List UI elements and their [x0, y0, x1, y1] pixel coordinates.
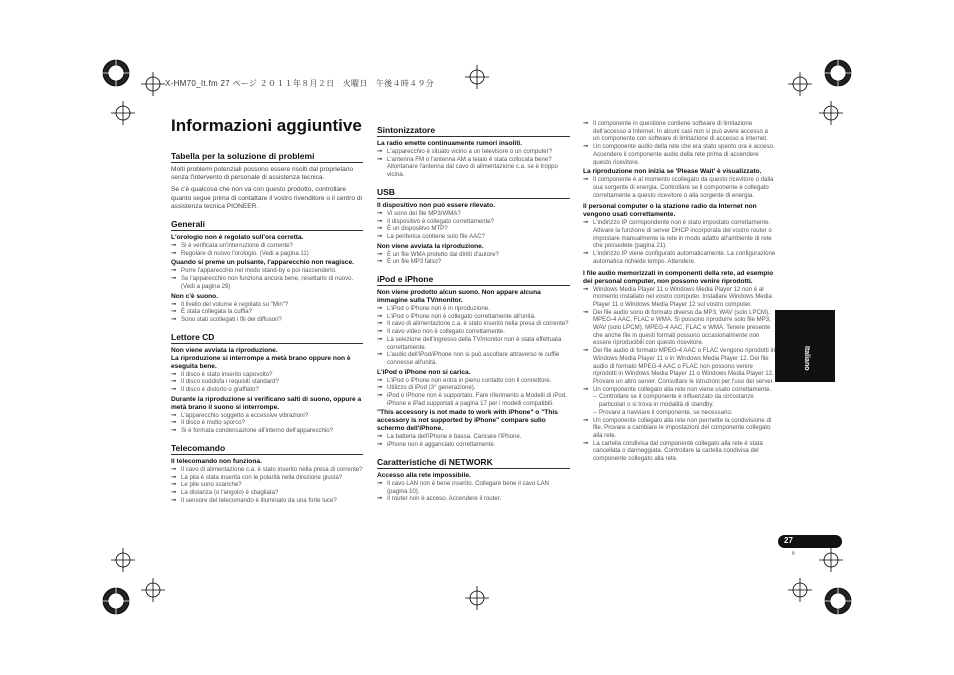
arrow-icon: ➞ — [171, 386, 177, 394]
list-item-text: Il componente è al momento scollegato da questo ricevitore o dalla sua sorgente di energia. Controllare se il componente è collegato correttamente a questo ricevitore o alla sorgente di energia. — [593, 176, 774, 199]
arrow-icon: ➞ — [171, 378, 177, 386]
column-1 — [171, 151, 363, 504]
list-item — [377, 328, 570, 336]
list-item — [171, 474, 363, 482]
list-item-text: Un componente collegato alla rete non permette la condivisione di file. Provare a cambiare le impostazioni del componente collegato alla rete. — [593, 416, 772, 439]
arrow-icon: ➞ — [171, 419, 177, 427]
list-item-text: Il sensore del telecomando è illuminato da una forte luce? — [181, 496, 337, 504]
list-item — [171, 267, 363, 275]
list-item-text: È stata collegata la cuffia? — [181, 308, 253, 316]
problem-heading: Il telecomando non funziona. — [171, 457, 262, 465]
arrow-icon: ➞ — [377, 209, 383, 217]
list-item — [377, 384, 570, 392]
list-item-text: L'iPod o iPhone non entra in pieno contatto con il connettore. — [387, 376, 552, 384]
list-item-text: Il disco è stato inserito capovolto? — [181, 370, 273, 378]
list-item-text: Il disco è distorto o graffiato? — [181, 386, 259, 394]
problem-heading: L'iPod o iPhone non si carica. — [377, 368, 471, 376]
list-item-text: Un componente audio della rete che era stato spento ora è acceso. Accendere il componente audio della rete prima di accendere questo ricevitore. — [593, 143, 775, 166]
arrow-icon: ➞ — [171, 300, 177, 308]
section-ipod-iphone: iPod e iPhone — [377, 274, 570, 286]
list-item-text: Il cavo di alimentazione c.a. è stato inserito nella presa di corrente? — [387, 320, 569, 328]
list-item — [171, 386, 363, 394]
arrow-icon: ➞ — [377, 250, 383, 258]
arrow-icon: ➞ — [583, 176, 589, 184]
list-item — [171, 378, 363, 386]
list-item-text: Sono stati scollegati i fili dei diffusori? — [181, 315, 282, 323]
list-item-text: La cartella condivisa dal componente collegato alla rete è stata cancellata o danneggiata. Controllare la cartella condivisa del componente collegato alla rete. — [593, 439, 763, 463]
list-item-text: L'apparecchio è situato vicino a un televisore o un computer? — [387, 148, 553, 155]
arrow-icon: ➞ — [171, 411, 177, 419]
section-network: Caratteristiche di NETWORK — [377, 457, 570, 469]
list-item-text: L'indirizzo IP viene configurato automaticamente. La configurazione automatica richiede tempo. Attendere. — [593, 250, 776, 265]
list-item-text: Il router non è acceso. Accendere il router. — [387, 495, 502, 503]
arrow-icon: ➞ — [377, 335, 383, 343]
list-item-text: Il cavo di alimentazione c.a. è stato inserito nella presa di corrente? — [181, 465, 363, 473]
arrow-icon: ➞ — [171, 481, 177, 489]
arrow-icon: ➞ — [377, 328, 383, 336]
list-item — [171, 275, 363, 290]
list-item-text: Il dispositivo è collegato correttamente? — [387, 217, 495, 225]
arrow-icon: ➞ — [377, 433, 383, 441]
list-item — [377, 210, 570, 218]
list-item — [583, 309, 776, 348]
column-2 — [377, 125, 570, 503]
list-item-text: Dei file audio sono di formato diverso da MP3, WAV (solo LPCM), MPEG-4 AAC, FLAC e WMA. Si possono riprodurre solo file MP3, WAV (solo LPCM), MPEG-4 AAC, FLAC e WMA. Tenere presente che anche file in questi formati possono occasionalmente non essere riproducibili con questo ricevitore. — [593, 308, 771, 347]
problem-heading: Non viene prodotto alcun suono. Non appare alcuna immagine sulla TV/monitor. — [377, 289, 541, 305]
problem-heading: La radio emette continuamente rumori insoliti. — [377, 140, 523, 147]
dash-list-item — [583, 393, 776, 408]
arrow-icon: ➞ — [377, 479, 383, 487]
list-item-text: Provare a riavviare il componente, se necessario. — [599, 408, 733, 416]
list-item — [377, 336, 570, 351]
section-sintonizzatore: Sintonizzatore — [377, 125, 570, 137]
list-item-text: Il cavo LAN non è bene inserito. Collegare bene il cavo LAN (pagina 10). — [387, 479, 549, 495]
page-number: 27 — [784, 536, 793, 545]
column-3 — [583, 120, 776, 463]
list-item-text: Il disco è molto sporco? — [181, 419, 246, 427]
list-item — [377, 351, 570, 366]
list-item — [377, 480, 570, 495]
list-item — [377, 233, 570, 241]
arrow-icon: ➞ — [377, 258, 383, 266]
list-item — [171, 489, 363, 497]
list-item — [171, 242, 363, 250]
list-item-text: L'antenna FM o l'antenna AM a telaio è stata collocata bene? Allontanare l'antenna dal cavo di alimentazione c.a. se è troppo vicina. — [387, 155, 558, 179]
list-item — [583, 176, 776, 199]
arrow-icon: ➞ — [583, 347, 589, 355]
list-item-text: Windows Media Player 11 o Windows Media Player 12 non è al momento installato nel vostro computer. Installare Windows Media Player 11 o Windows Media Player 12 sul vostro computer. — [593, 285, 772, 308]
arrow-icon: ➞ — [377, 376, 383, 384]
arrow-icon: ➞ — [583, 439, 589, 447]
arrow-icon: ➞ — [377, 320, 383, 328]
list-item — [377, 377, 570, 385]
section-generali: Generali — [171, 219, 363, 231]
arrow-icon: ➞ — [377, 155, 383, 163]
problem-heading: L'orologio non è regolato sull'ora corretta. — [171, 234, 304, 242]
arrow-icon: ➞ — [171, 370, 177, 378]
list-item — [171, 481, 363, 489]
arrow-icon: ➞ — [377, 305, 383, 313]
page-number-badge — [778, 535, 842, 548]
list-item — [583, 219, 776, 250]
arrow-icon: ➞ — [171, 308, 177, 316]
list-item-text: È un dispositivo MTP? — [387, 225, 448, 233]
list-item-text: Il disco soddisfa i requisiti standard? — [181, 378, 279, 386]
problem-heading: Quando si preme un pulsante, l'apparecchio non reagisce. — [171, 259, 354, 267]
problem-heading: La riproduzione si interrompe a metà brano oppure non è eseguita bene. — [171, 354, 351, 370]
arrow-icon: ➞ — [583, 308, 589, 316]
list-item-text: Utilizzo di iPod (3° generazione). — [387, 384, 476, 392]
arrow-icon: ➞ — [583, 250, 589, 258]
list-item-text: L'indirizzo IP corrispondente non è stato impostato correttamente. Attivare la funzione di server DHCP incorporata del vostro router o impostare manualmente la rete in modo adatto all'ambiente di rete che possedete (pagina 21). — [593, 219, 772, 250]
problem-heading: "This accessory is not made to work with iPhone" o "This accessory is not supported by iPhone" compare sullo schermo dell'iPhone. — [377, 409, 558, 433]
arrow-icon: ➞ — [171, 427, 177, 435]
dash-list-item — [583, 409, 776, 417]
list-item — [171, 308, 363, 316]
list-item-text: La distanza (o l'angolo) è sbagliata? — [181, 488, 279, 496]
arrow-icon: ➞ — [171, 315, 177, 323]
section-lettore-cd: Lettore CD — [171, 332, 363, 344]
list-item — [377, 433, 570, 441]
list-item-text: È un file WMA protetto dai diritti d'autore? — [387, 250, 499, 258]
language-label: Italiano — [803, 346, 810, 371]
list-item — [583, 250, 776, 265]
page-language-code: It — [792, 551, 795, 557]
arrow-icon: ➞ — [171, 473, 177, 481]
arrow-icon: ➞ — [171, 267, 177, 275]
arrow-icon: ➞ — [377, 217, 383, 225]
arrow-icon: ➞ — [377, 225, 383, 233]
list-item-text: L'audio dell'iPod/iPhone non si può ascoltare attraverso le cuffie connesse all'unità. — [387, 351, 560, 366]
problem-heading: Non viene avviata la riproduzione. — [377, 242, 484, 250]
arrow-icon: ➞ — [583, 285, 589, 293]
list-item-text: Se l'apparecchio non funziona ancora bene, resettarlo di nuovo. (Vedi a pagina 29) — [181, 275, 354, 290]
list-item — [377, 320, 570, 328]
list-item — [377, 495, 570, 503]
arrow-icon: ➞ — [583, 143, 589, 151]
list-item — [377, 156, 570, 179]
file-header: X-HM70_It.fm 27 ページ ２０１１年８月２日 火曜日 午後４時４９分 — [165, 79, 435, 88]
arrow-icon: ➞ — [171, 275, 177, 283]
list-item-text: L'iPod o iPhone non è collegato correttamente all'unità. — [387, 312, 536, 320]
list-item — [583, 386, 776, 394]
arrow-icon: ➞ — [583, 219, 589, 227]
list-item — [583, 417, 776, 440]
list-item — [171, 301, 363, 309]
list-item — [583, 286, 776, 309]
language-side-tab — [775, 310, 835, 382]
list-item-text: L'apparecchio soggetto a eccessive vibrazioni? — [181, 411, 309, 419]
problem-heading: Il dispositivo non può essere rilevato. — [377, 201, 495, 209]
list-item — [171, 316, 363, 324]
list-item-text: Un componente collegato alla rete non viene usato correttamente. — [593, 385, 772, 393]
problem-heading: Non viene avviata la riproduzione. — [171, 346, 278, 354]
arrow-icon: ➞ — [583, 120, 589, 127]
arrow-icon: ➞ — [377, 312, 383, 320]
page-title: Informazioni aggiuntive — [171, 116, 362, 135]
list-item — [171, 427, 363, 435]
list-item — [377, 313, 570, 321]
problem-heading: Durante la riproduzione si verificano salti di suono, oppure a metà brano il suono si interrompe. — [171, 395, 362, 411]
arrow-icon: ➞ — [377, 392, 383, 400]
list-item-text: Le pile sono scariche? — [181, 481, 242, 489]
list-item — [171, 412, 363, 420]
list-item-text: Porre l'apparecchio nel modo stand-by e poi riaccenderlo. — [181, 267, 337, 275]
list-item-text: La selezione dell'ingresso della TV/monitor non è stata effettuata correttamente. — [387, 335, 562, 351]
list-item-text: Si è verificata un'interruzione di corrente? — [181, 242, 293, 250]
arrow-icon: ➞ — [377, 232, 383, 240]
list-item — [377, 258, 570, 266]
section-troubleshooting: Tabella per la soluzione di problemi — [171, 151, 363, 163]
intro-paragraph-1: Molti problemi potenziali possono essere risolti dal proprietario senza l'intervento di personale di assistenza tecnica. — [171, 166, 354, 182]
list-item — [171, 497, 363, 505]
list-item — [583, 143, 776, 166]
list-item-text: Dei file audio di formato MPEG-4 AAC o FLAC vengono riprodotti in Windows Media Player 11 o in Windows Media Player 12. Dei file audio di formato MPEG-4 AAC o FLAC non possono venire riprodotti in Windows Media Player 11 o Windows Media Player 12. Provare un altro server. Consultare le istruzioni per l'uso del server. — [593, 347, 776, 385]
arrow-icon: ➞ — [171, 465, 177, 473]
list-item — [171, 371, 363, 379]
arrow-icon: ➞ — [377, 384, 383, 392]
list-item — [377, 251, 570, 259]
list-item — [171, 250, 363, 258]
problem-heading: Accesso alla rete impossibile. — [377, 471, 471, 479]
list-item — [171, 466, 363, 474]
arrow-icon: ➞ — [377, 351, 383, 359]
list-item-text: La pila è stata inserita con le polarità nella direzione giusta? — [181, 473, 343, 481]
list-item — [377, 392, 570, 407]
problem-heading: La riproduzione non inizia se 'Please Wait' è visualizzato. — [583, 168, 762, 176]
list-item-text: iPhone non è agganciato correttamente. — [387, 441, 496, 449]
list-item-text: Il livello del volume è regolato su "Min"? — [181, 300, 289, 308]
list-item — [583, 440, 776, 463]
arrow-icon: ➞ — [377, 441, 383, 449]
list-item — [377, 441, 570, 449]
dash-bullet: – — [593, 393, 597, 401]
list-item-text: L'iPod o iPhone non è in riproduzione. — [387, 305, 490, 313]
list-item-text: Vi sono dei file MP3/WMA? — [387, 209, 461, 217]
arrow-icon: ➞ — [583, 385, 589, 393]
list-item-text: È un file MP3 falso? — [387, 258, 442, 266]
problem-heading: Il personal computer o la stazione radio da Internet non vengono usati correttamente. — [583, 203, 757, 219]
section-usb: USB — [377, 187, 570, 199]
list-item-text: Si è formata condensazione all'interno dell'apparecchio? — [181, 427, 334, 435]
list-item — [377, 225, 570, 233]
arrow-icon: ➞ — [171, 242, 177, 250]
list-item — [583, 347, 776, 386]
intro-paragraph-2: Se c'è qualcosa che non va con questo prodotto, controllare quanto segue prima di contattare il vostro rivenditore o il centro di assistenza tecnica PIONEER. — [171, 186, 362, 210]
list-item — [377, 218, 570, 226]
arrow-icon: ➞ — [171, 249, 177, 257]
arrow-icon: ➞ — [377, 148, 383, 155]
list-item — [377, 305, 570, 313]
arrow-icon: ➞ — [583, 416, 589, 424]
list-item — [171, 419, 363, 427]
list-item-text: Regolare di nuovo l'orologio. (Vedi a pagina 11) — [181, 249, 309, 257]
section-telecomando: Telecomando — [171, 443, 363, 455]
arrow-icon: ➞ — [377, 495, 383, 503]
dash-bullet: – — [593, 408, 597, 416]
problem-heading: I file audio memorizzati in componenti della rete, ad esempio dei personal computer, non possono venire riprodotti. — [583, 269, 774, 285]
list-item — [377, 148, 570, 156]
arrow-icon: ➞ — [171, 488, 177, 496]
list-item-text: Controllare se il componente è influenzato da circostanze particolari o si trova in modalità di standby. — [599, 393, 754, 409]
problem-heading: Non c'è suono. — [171, 292, 218, 300]
list-item — [583, 120, 776, 143]
list-item-text: La periferica contiene solo file AAC? — [387, 232, 485, 240]
list-item-text: Il componente in questione contiene software di limitazione dell'accesso a Internet. In alcuni casi non si può avere accesso a un componente con software di limitazione di accesso a Internet. — [593, 120, 768, 143]
list-item-text: La batteria dell'iPhone è bassa. Caricare l'iPhone. — [387, 433, 522, 441]
arrow-icon: ➞ — [171, 496, 177, 504]
list-item-text: Il cavo video non è collegato correttamente. — [387, 328, 505, 336]
list-item-text: iPod o iPhone non è supportato. Fare riferimento a Modelli di iPod, iPhone e iPad supportati a pagina 17 per i modelli compatibili. — [387, 392, 567, 407]
